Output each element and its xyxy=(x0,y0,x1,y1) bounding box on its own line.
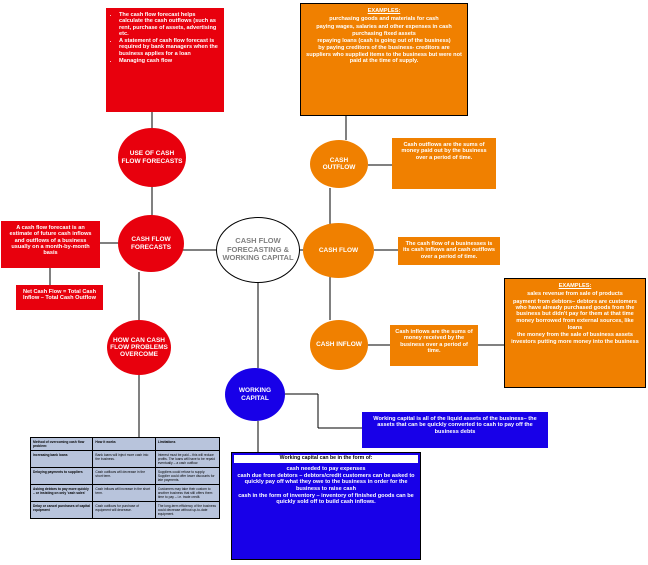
formula-text: Net Cash Flow = Total Cash Inflow – Total Cash Outflow xyxy=(22,289,97,302)
node-label: CASH FLOW xyxy=(318,246,359,254)
form-item: cash in the form of inventory – inventory of finished goods can be quickly sold off to build cash inflows. xyxy=(238,492,414,506)
node-label: CASH INFLOW xyxy=(316,341,362,349)
table-cell-limitations: Customers may take their custom to another business that still offers them time to pay – i.e. trade credit. xyxy=(155,485,219,502)
example-item: payment from debtors– debtors are customers who have already purchased goods from the business but didn't pay for them at that time xyxy=(512,298,638,317)
table-row xyxy=(31,485,220,502)
example-item: investors putting more money into the business xyxy=(511,339,639,345)
table-header-cell: How it works xyxy=(93,438,155,451)
form-item: cash due from debtors – debtors/credit customers can be asked to quickly pay off what they owe to the business in order for the business to raise cash xyxy=(237,473,415,492)
central-topic-label: CASH FLOW FORECASTING & WORKING CAPITAL xyxy=(222,236,294,263)
inflow-examples-list xyxy=(510,291,640,345)
cash-flow-forecast-definition-box xyxy=(1,221,100,268)
table-row xyxy=(31,468,220,485)
forms-header: Working capital can be in the form of: xyxy=(234,455,418,463)
node-label: HOW CAN CASH FLOW PROBLEMS OVERCOME xyxy=(110,336,168,359)
working-capital-node xyxy=(225,368,285,421)
cash-outflow-definition-box xyxy=(392,138,496,189)
table-cell-how: Cash inflows will increase in the short term. xyxy=(93,485,155,502)
table-cell-method: Delaying payments to suppliers xyxy=(31,468,93,485)
table-header-cell: Method of overcoming cash flow problem: xyxy=(31,438,93,451)
example-item: money borrowed from external sources, like loans xyxy=(516,318,634,331)
node-label: USE OF CASH FLOW FORECASTS xyxy=(121,150,183,165)
example-item: repaying loans (cash is going out of the business) xyxy=(317,38,451,44)
table-cell-how: Cash outflows for purchase of equipment will decrease. xyxy=(93,502,155,519)
working-capital-forms-box xyxy=(231,452,421,560)
definition-text: Working capital is all of the liquid assets of the business– the assets that can be quickly converted to cash to pay off the business debts xyxy=(373,416,537,435)
node-label: CASH OUTFLOW xyxy=(322,156,356,171)
cash-inflow-examples-box xyxy=(504,278,646,388)
uses-list-item: • Managing cash flow xyxy=(119,58,219,64)
table-header-row xyxy=(31,438,220,451)
uses-list-item: • The cash flow forecast helps calculate the cash outflows (such as rent, purchase of assets, advertising etc. xyxy=(119,12,219,37)
cash-flow-definition-box xyxy=(398,237,500,265)
use-of-cash-flow-forecasts-node xyxy=(118,128,186,187)
example-item: sales revenue from sale of products xyxy=(527,291,623,298)
table-cell-limitations: The long-term efficiency of the business could decrease without up-to-date equipment. xyxy=(155,502,219,519)
example-item: the money from the sale of business assets xyxy=(517,331,633,338)
examples-header: EXAMPLES: xyxy=(558,283,592,289)
node-label: WORKING CAPITAL xyxy=(238,387,272,402)
cash-flow-node xyxy=(303,223,374,278)
form-item: cash needed to pay expenses xyxy=(286,465,366,472)
how-can-cash-flow-problems-overcome-node xyxy=(107,320,171,375)
table-cell-how: Bank loans will inject more cash into the business. xyxy=(93,451,155,468)
examples-header: EXAMPLES: xyxy=(367,8,401,14)
example-item: paying wages, salaries and other expenses in cash xyxy=(316,23,452,30)
cash-inflow-definition-box xyxy=(390,325,478,366)
cash-inflow-node xyxy=(310,320,368,370)
table-cell-limitations: Suppliers could refuse to supply. Supplier could offer lower discounts for late payments. xyxy=(155,468,219,485)
central-topic-node xyxy=(216,217,300,283)
table-row xyxy=(31,451,220,468)
definition-text: A cash flow forecast is an estimate of future cash inflows and outflows of a business usually on a month-by-month basis xyxy=(9,225,92,256)
outflow-examples-list xyxy=(306,16,462,64)
table-cell-method: Asking debtors to pay more quickly – or insisting on only 'cash sales' xyxy=(31,485,93,502)
uses-list xyxy=(111,12,219,64)
cash-outflow-examples-box xyxy=(300,3,468,116)
definition-text: Cash inflows are the sums of money received by the business over a period of time. xyxy=(395,329,473,354)
working-capital-forms-list xyxy=(237,466,415,506)
net-cash-flow-formula-box xyxy=(16,285,103,310)
working-capital-definition-box xyxy=(362,412,548,448)
definition-text: The cash flow of a businesses is its cash inflows and cash outflows over a period of time. xyxy=(403,241,496,260)
table-header-cell: Limitations xyxy=(155,438,219,451)
example-item: by paying creditors of the business- creditors are suppliers who supplied items to the business but were not paid at the time of supply. xyxy=(306,45,462,64)
table-cell-how: Cash outflows will decrease in the short term. xyxy=(93,468,155,485)
cash-outflow-node xyxy=(310,140,368,188)
example-item: purchasing goods and materials for cash xyxy=(329,16,439,23)
uses-list-item: • A statement of cash flow forecast is required by bank managers when the business applies for a loan xyxy=(119,38,219,57)
cash-flow-forecasts-node xyxy=(118,215,184,272)
definition-text: Cash outflows are the sums of money paid out by the business over a period of time. xyxy=(401,142,487,161)
table-cell-method: Increasing bank loans xyxy=(31,451,93,468)
node-label: CASH FLOW FORECASTS xyxy=(130,236,172,251)
table-cell-limitations: Interest must be paid – this will reduce profits. The loans will have to be repaid eventually – a cash outflow. xyxy=(155,451,219,468)
overcoming-cash-flow-problems-table xyxy=(30,437,220,519)
table-cell-method: Delay or cancel purchases of capital equipment xyxy=(31,502,93,519)
table-row xyxy=(31,502,220,519)
example-item: purchasing fixed assets xyxy=(352,30,416,37)
uses-of-cash-flow-forecast-box xyxy=(106,8,224,112)
